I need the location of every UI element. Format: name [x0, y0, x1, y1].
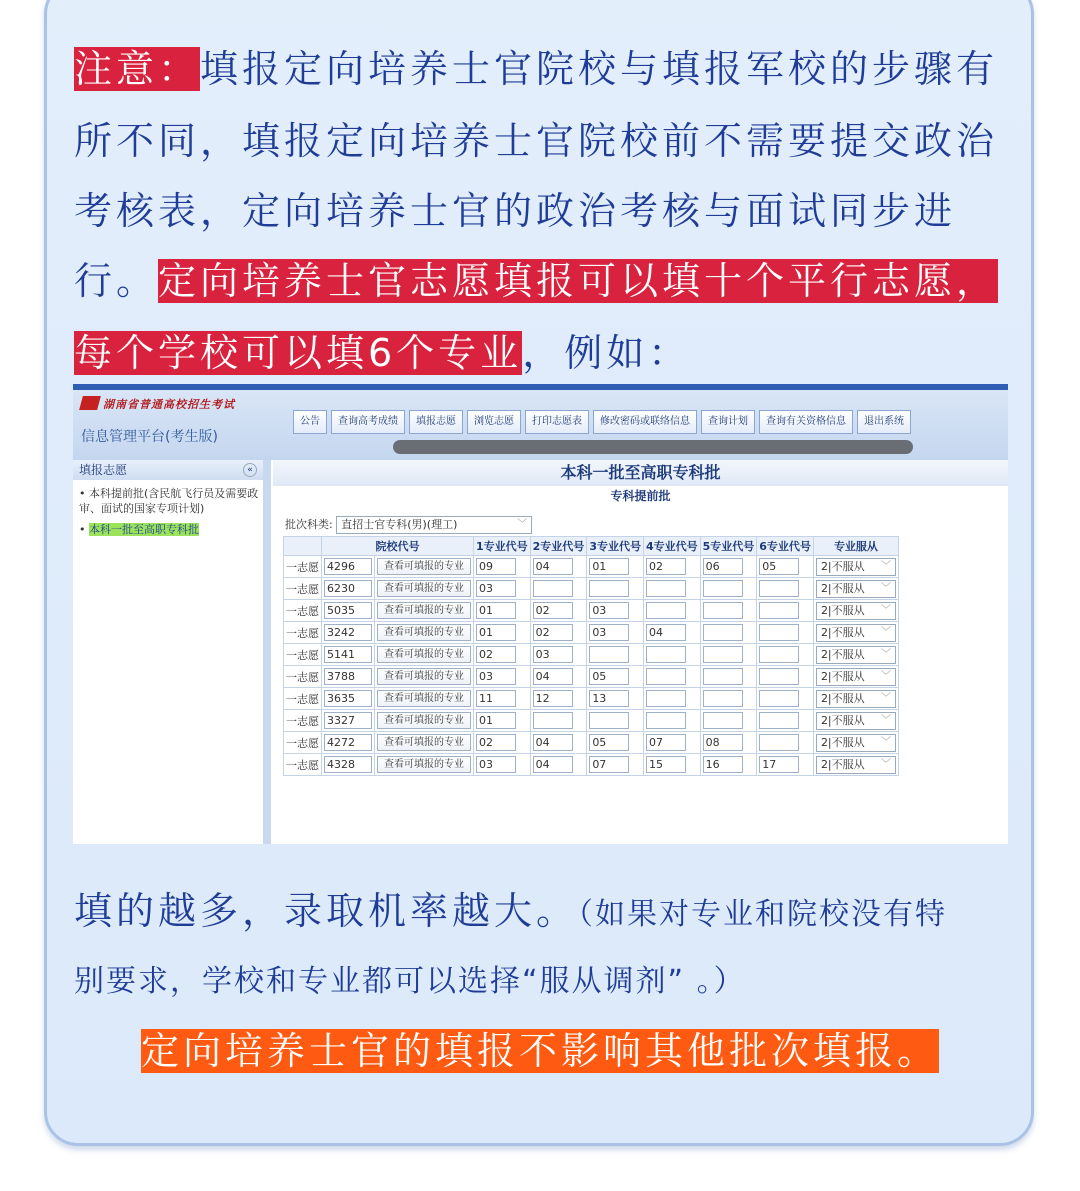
major-cell [643, 732, 700, 754]
major-obey-select[interactable]: 2|不服从 ﹀ [816, 690, 896, 708]
table-row [284, 710, 899, 732]
major-cell [530, 600, 587, 622]
obey-cell [813, 710, 898, 732]
header-major-3: 3专业代号 [587, 537, 644, 556]
obey-cell [813, 622, 898, 644]
major-code-input[interactable]: 03 [589, 602, 629, 619]
major-code-input[interactable] [703, 712, 743, 729]
major-cell [757, 666, 814, 688]
major-cell [474, 688, 531, 710]
table-row [284, 556, 899, 578]
major-cell [530, 754, 587, 776]
major-code-input[interactable]: 12 [533, 690, 573, 707]
major-cell [530, 578, 587, 600]
major-cell [643, 666, 700, 688]
view-cell [375, 754, 474, 776]
major-code-input[interactable]: 04 [646, 624, 686, 641]
major-cell [587, 754, 644, 776]
major-code-input[interactable] [646, 668, 686, 685]
obey-cell [813, 556, 898, 578]
major-code-input[interactable] [703, 624, 743, 641]
major-code-input[interactable] [759, 580, 799, 597]
chevron-down-icon: ﹀ [880, 582, 891, 594]
chevron-down-icon: ﹀ [880, 670, 891, 682]
major-code-input[interactable]: 02 [533, 624, 573, 641]
nav-query-plan[interactable]: 查询计划 [701, 410, 755, 434]
view-cell [375, 732, 474, 754]
view-majors-button[interactable]: 查看可填报的专业 [377, 734, 471, 751]
major-cell [587, 710, 644, 732]
major-cell [474, 622, 531, 644]
major-code-input[interactable]: 07 [646, 734, 686, 751]
major-code-input[interactable]: 02 [533, 602, 573, 619]
view-majors-button[interactable]: 查看可填报的专业 [377, 690, 471, 707]
major-cell [757, 710, 814, 732]
chevron-down-icon: ﹀ [517, 519, 528, 530]
major-code-input[interactable] [533, 712, 573, 729]
nav-logout[interactable]: 退出系统 [857, 410, 911, 434]
header-major-2: 2专业代号 [530, 537, 587, 556]
table-row [284, 578, 899, 600]
intro-line-5: 每个学校可以填6个专业，例如： [74, 331, 691, 375]
major-cell [757, 644, 814, 666]
nav-change-password[interactable]: 修改密码或联络信息 [593, 410, 697, 434]
main-panel [273, 460, 1008, 844]
major-code-input[interactable] [589, 580, 629, 597]
chevron-down-icon: ﹀ [880, 604, 891, 616]
school-code-cell [322, 754, 375, 776]
major-code-input[interactable]: 01 [589, 558, 629, 575]
row-label: 一志愿 [284, 556, 322, 578]
major-cell [530, 666, 587, 688]
table-row [284, 622, 899, 644]
sidebar-item-regular-batch[interactable]: • 本科一批至高职专科批 [79, 523, 199, 536]
major-code-input[interactable]: 04 [533, 558, 573, 575]
major-code-input[interactable] [759, 690, 799, 707]
major-code-input[interactable] [759, 712, 799, 729]
major-code-input[interactable]: 04 [533, 756, 573, 773]
major-cell [700, 732, 757, 754]
major-code-input[interactable] [759, 646, 799, 663]
major-cell [530, 644, 587, 666]
major-cell [587, 600, 644, 622]
view-cell [375, 578, 474, 600]
row-label: 一志愿 [284, 578, 322, 600]
school-code-cell [322, 732, 375, 754]
major-code-input[interactable]: 09 [476, 558, 516, 575]
table-row [284, 666, 899, 688]
school-code-input[interactable]: 3788 [324, 668, 372, 685]
major-code-input[interactable]: 04 [533, 734, 573, 751]
header-major-4: 4专业代号 [643, 537, 700, 556]
sidebar-title: 填报志愿 « [73, 460, 263, 480]
major-cell [700, 754, 757, 776]
school-code-cell [322, 622, 375, 644]
major-cell [587, 556, 644, 578]
major-obey-select[interactable]: 2|不服从 ﹀ [816, 624, 896, 642]
school-code-input[interactable]: 4296 [324, 558, 372, 575]
major-cell [474, 644, 531, 666]
major-code-input[interactable]: 08 [703, 734, 743, 751]
major-cell [757, 754, 814, 776]
nav-qualification[interactable]: 查询有关资格信息 [759, 410, 853, 434]
obey-cell [813, 578, 898, 600]
major-cell [700, 666, 757, 688]
major-cell [474, 578, 531, 600]
major-obey-select[interactable]: 2|不服从 ﹀ [816, 558, 896, 576]
major-code-input[interactable]: 13 [589, 690, 629, 707]
major-code-input[interactable]: 15 [646, 756, 686, 773]
major-cell [474, 710, 531, 732]
redacted-info [393, 440, 913, 454]
major-cell [474, 754, 531, 776]
view-cell [375, 688, 474, 710]
major-code-input[interactable] [703, 690, 743, 707]
major-code-input[interactable]: 03 [476, 668, 516, 685]
row-label: 一志愿 [284, 754, 322, 776]
chevron-down-icon: ﹀ [880, 560, 891, 572]
header-school-code: 院校代号 [322, 537, 474, 556]
sub-title: 专科提前批 [610, 489, 671, 503]
major-cell [643, 710, 700, 732]
major-code-input[interactable]: 05 [589, 734, 629, 751]
table-row [284, 600, 899, 622]
major-code-input[interactable] [759, 734, 799, 751]
chevron-down-icon: ﹀ [880, 736, 891, 748]
major-cell [643, 644, 700, 666]
note-label: 注意： [74, 47, 201, 91]
platform-title: 信息管理平台(考生版) [81, 429, 218, 445]
major-code-input[interactable]: 01 [476, 624, 516, 641]
row-label: 一志愿 [284, 710, 322, 732]
collapse-icon[interactable]: « [243, 463, 257, 477]
major-cell [757, 578, 814, 600]
highlight-six-majors: 每个学校可以填6个专业 [74, 331, 523, 375]
major-code-input[interactable] [646, 690, 686, 707]
header-major-obey: 专业服从 [813, 537, 898, 556]
school-code-cell [322, 666, 375, 688]
major-cell [587, 688, 644, 710]
major-cell [643, 754, 700, 776]
sidebar-item-early-batch[interactable]: • 本科提前批(含民航飞行员及需要政审、面试的国家专项计划) [79, 487, 259, 515]
major-code-input[interactable]: 05 [589, 668, 629, 685]
major-code-input[interactable]: 17 [759, 756, 799, 773]
main-title: 本科一批至高职专科批 [273, 460, 1008, 486]
chevron-down-icon: ﹀ [880, 626, 891, 638]
obey-cell [813, 666, 898, 688]
major-code-input[interactable] [703, 602, 743, 619]
major-cell [700, 556, 757, 578]
obey-cell [813, 754, 898, 776]
major-cell [530, 556, 587, 578]
school-code-input[interactable]: 3327 [324, 712, 372, 729]
school-code-cell [322, 600, 375, 622]
obey-cell [813, 688, 898, 710]
batch-row [285, 516, 532, 534]
sidebar [73, 460, 264, 844]
chevron-down-icon: ﹀ [880, 692, 891, 704]
nav-print-form[interactable]: 打印志愿表 [525, 410, 589, 434]
major-code-input[interactable]: 03 [476, 756, 516, 773]
major-cell [757, 556, 814, 578]
row-label: 一志愿 [284, 644, 322, 666]
major-code-input[interactable] [759, 624, 799, 641]
major-code-input[interactable]: 03 [476, 580, 516, 597]
table-row [284, 732, 899, 754]
view-majors-button[interactable]: 查看可填报的专业 [377, 646, 471, 663]
row-label: 一志愿 [284, 732, 322, 754]
school-code-input[interactable]: 4328 [324, 756, 372, 773]
view-cell [375, 644, 474, 666]
major-cell [474, 732, 531, 754]
school-code-input[interactable]: 6230 [324, 580, 372, 597]
obey-cell [813, 600, 898, 622]
view-majors-button[interactable]: 查看可填报的专业 [377, 602, 471, 619]
nav-announcement[interactable]: 公告 [293, 410, 327, 434]
major-cell [700, 622, 757, 644]
view-cell [375, 600, 474, 622]
major-cell [757, 688, 814, 710]
major-cell [700, 578, 757, 600]
view-majors-button[interactable]: 查看可填报的专业 [377, 712, 471, 729]
sidebar-scrollbar[interactable] [263, 460, 271, 844]
school-code-input[interactable]: 4272 [324, 734, 372, 751]
major-code-input[interactable] [703, 668, 743, 685]
major-cell [474, 666, 531, 688]
major-code-input[interactable]: 16 [703, 756, 743, 773]
major-obey-select[interactable]: 2|不服从 ﹀ [816, 580, 896, 598]
major-obey-select[interactable]: 2|不服从 ﹀ [816, 756, 896, 774]
school-code-input[interactable]: 3635 [324, 690, 372, 707]
major-cell [587, 578, 644, 600]
major-cell [587, 732, 644, 754]
major-code-input[interactable]: 02 [476, 734, 516, 751]
view-cell [375, 622, 474, 644]
major-code-input[interactable]: 11 [476, 690, 516, 707]
view-majors-button[interactable]: 查看可填报的专业 [377, 580, 471, 597]
school-code-input[interactable]: 5141 [324, 646, 372, 663]
major-obey-select[interactable]: 2|不服从 ﹀ [816, 734, 896, 752]
view-majors-button[interactable]: 查看可填报的专业 [377, 624, 471, 641]
view-majors-button[interactable]: 查看可填报的专业 [377, 558, 471, 575]
school-code-cell [322, 644, 375, 666]
major-obey-select[interactable]: 2|不服从 ﹀ [816, 712, 896, 730]
view-majors-button[interactable]: 查看可填报的专业 [377, 668, 471, 685]
view-cell [375, 556, 474, 578]
table-row [284, 688, 899, 710]
major-code-input[interactable] [646, 602, 686, 619]
chevron-down-icon: ﹀ [880, 648, 891, 660]
row-label: 一志愿 [284, 666, 322, 688]
major-cell [757, 732, 814, 754]
major-cell [530, 732, 587, 754]
view-majors-button[interactable]: 查看可填报的专业 [377, 756, 471, 773]
major-cell [474, 556, 531, 578]
major-code-input[interactable] [759, 602, 799, 619]
row-label: 一志愿 [284, 622, 322, 644]
major-obey-select[interactable]: 2|不服从 ﹀ [816, 668, 896, 686]
chevron-down-icon: ﹀ [880, 758, 891, 770]
logo-icon [79, 396, 101, 410]
major-code-input[interactable]: 07 [589, 756, 629, 773]
table-row [284, 754, 899, 776]
view-cell [375, 666, 474, 688]
major-code-input[interactable]: 02 [476, 646, 516, 663]
logo-text: 湖南省普通高校招生考试 [103, 398, 235, 411]
major-cell [643, 622, 700, 644]
intro-line-2: 所不同，填报定向培养士官院校前不需要提交政治 [74, 119, 999, 163]
row-label: 一志愿 [284, 688, 322, 710]
school-code-cell [322, 578, 375, 600]
major-cell [530, 622, 587, 644]
school-code-cell [322, 710, 375, 732]
major-code-input[interactable] [589, 646, 629, 663]
major-cell [757, 600, 814, 622]
nav-browse-choices[interactable]: 浏览志愿 [467, 410, 521, 434]
sidebar-list [73, 486, 263, 537]
major-obey-select[interactable]: 2|不服从 ﹀ [816, 646, 896, 664]
outro-line-1: 填的越多，录取机率越大。（如果对专业和院校没有特 [74, 889, 948, 933]
major-code-input[interactable]: 06 [703, 558, 743, 575]
school-code-input[interactable]: 5035 [324, 602, 372, 619]
major-cell [700, 710, 757, 732]
major-cell [474, 600, 531, 622]
portal-header [73, 384, 1008, 460]
major-cell [530, 710, 587, 732]
batch-select[interactable]: 直招士官专科(男)(理工) ﹀ [336, 516, 532, 534]
outro-line-2: 别要求，学校和专业都可以选择“服从调剂” 。） [74, 964, 746, 999]
obey-cell [813, 732, 898, 754]
major-cell [643, 600, 700, 622]
major-code-input[interactable]: 01 [476, 712, 516, 729]
major-cell [643, 556, 700, 578]
choices-table [283, 536, 899, 776]
major-code-input[interactable]: 02 [646, 558, 686, 575]
major-code-input[interactable] [646, 646, 686, 663]
chevron-down-icon: ﹀ [880, 714, 891, 726]
intro-line-3: 考核表，定向培养士官的政治考核与面试同步进 [74, 189, 957, 233]
header-major-1: 1专业代号 [474, 537, 531, 556]
outro-line-3 [141, 1020, 939, 1075]
table-header-row [284, 537, 899, 556]
major-code-input[interactable] [759, 668, 799, 685]
major-code-input[interactable] [589, 712, 629, 729]
top-nav [293, 410, 911, 434]
major-code-input[interactable] [646, 712, 686, 729]
major-cell [587, 644, 644, 666]
school-code-cell [322, 556, 375, 578]
major-obey-select[interactable]: 2|不服从 ﹀ [816, 602, 896, 620]
major-cell [757, 622, 814, 644]
major-cell [700, 644, 757, 666]
major-cell [700, 688, 757, 710]
major-cell [587, 622, 644, 644]
intro-line-1: 注意：填报定向培养士官院校与填报军校的步骤有 [74, 47, 999, 91]
row-label: 一志愿 [284, 600, 322, 622]
school-code-cell [322, 688, 375, 710]
table-row [284, 644, 899, 666]
obey-cell [813, 644, 898, 666]
major-cell [643, 578, 700, 600]
school-code-input[interactable]: 3242 [324, 624, 372, 641]
major-code-input[interactable]: 03 [589, 624, 629, 641]
highlight-no-impact: 定向培养士官的填报不影响其他批次填报。 [141, 1029, 940, 1073]
intro-line-4: 行。定向培养士官志愿填报可以填十个平行志愿， [74, 259, 999, 303]
highlight-ten-choices: 定向培养士官志愿填报可以填十个平行志愿， [158, 259, 999, 303]
major-code-input[interactable]: 05 [759, 558, 799, 575]
header-major-6: 6专业代号 [757, 537, 814, 556]
major-code-input[interactable] [703, 646, 743, 663]
view-cell [375, 710, 474, 732]
nav-fill-choices[interactable]: 填报志愿 [409, 410, 463, 434]
major-code-input[interactable] [646, 580, 686, 597]
example-screenshot [73, 384, 1008, 844]
major-cell [700, 600, 757, 622]
major-code-input[interactable]: 04 [533, 668, 573, 685]
major-cell [587, 666, 644, 688]
batch-label: 批次科类: [285, 518, 333, 531]
major-cell [530, 688, 587, 710]
major-code-input[interactable]: 01 [476, 602, 516, 619]
nav-query-score[interactable]: 查询高考成绩 [331, 410, 405, 434]
major-code-input[interactable]: 03 [533, 646, 573, 663]
header-major-5: 5专业代号 [700, 537, 757, 556]
major-cell [643, 688, 700, 710]
major-code-input[interactable] [703, 580, 743, 597]
major-code-input[interactable] [533, 580, 573, 597]
